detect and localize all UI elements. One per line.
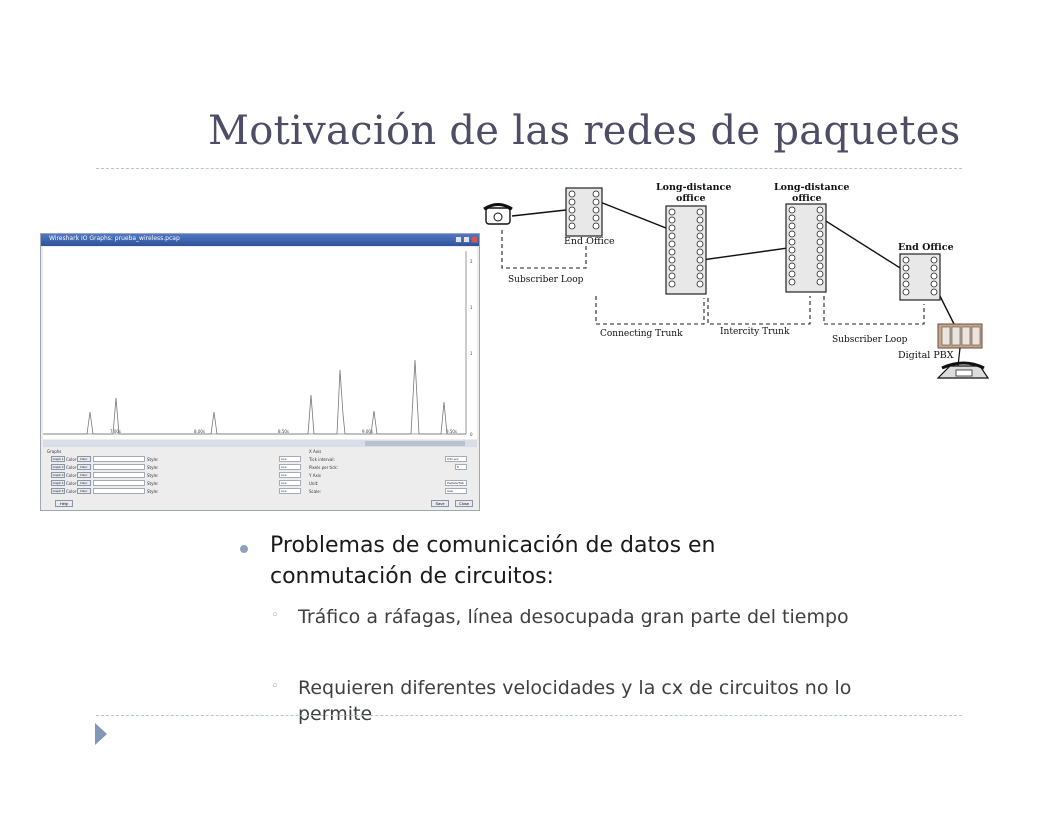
graph-toggle-button[interactable]: Graph 3 <box>52 473 64 477</box>
save-button[interactable]: Save <box>431 500 449 507</box>
sub-bullet-mark-1: ◦ <box>271 608 279 623</box>
long-distance-office-1-line1: Long-distance <box>656 182 732 193</box>
io-graph-plot <box>43 247 477 439</box>
close-button[interactable]: Close <box>455 500 473 507</box>
color-label: Color <box>66 465 77 470</box>
maximize-icon[interactable] <box>463 236 470 243</box>
x-tick-label: 7.00s <box>110 429 121 434</box>
subscriber-loop-1-label: Subscriber Loop <box>508 275 584 285</box>
x-tick-label: 9.50s <box>446 429 457 434</box>
end-office-1-switch <box>566 188 602 236</box>
minimize-icon[interactable] <box>455 236 462 243</box>
tick-interval-label: Tick interval: <box>309 457 335 462</box>
y-tick-label: 1 <box>470 351 473 356</box>
style-label: Style: <box>147 457 159 462</box>
y-tick-label: 0 <box>470 432 473 437</box>
window-title: Wireshark IO Graphs: prueba_wireless.pcap <box>49 235 180 242</box>
y-axis-label: Y Axis <box>309 473 322 478</box>
bullet-dot <box>240 545 248 553</box>
sub-bullet-2: Requieren diferentes velocidades y la cx de circuitos no lo permite <box>298 677 852 725</box>
style-select[interactable]: Line <box>279 456 301 462</box>
style-select[interactable]: Line <box>279 472 301 478</box>
long-distance-office-2-switch <box>786 204 826 292</box>
x-axis-label: X Axis <box>309 449 322 454</box>
telephone-icon <box>484 205 512 225</box>
color-label: Color <box>66 473 77 478</box>
graph-toggle-button[interactable]: Graph 4 <box>52 481 64 485</box>
style-label: Style: <box>147 465 159 470</box>
slide-nav-arrow-icon[interactable] <box>95 723 107 745</box>
filter-button[interactable]: Filter: <box>77 472 91 478</box>
intercity-trunk-label: Intercity Trunk <box>720 327 790 337</box>
telephone-network-diagram <box>480 172 1010 407</box>
style-label: Style: <box>147 489 159 494</box>
pixels-per-tick-select[interactable]: 5 <box>455 464 467 470</box>
window-titlebar <box>41 234 479 246</box>
x-tick-label: 9.00s <box>362 429 373 434</box>
style-select[interactable]: Line <box>279 464 301 470</box>
filter-input[interactable] <box>93 464 145 470</box>
digital-pbx-label: Digital PBX <box>898 350 954 361</box>
y-tick-label: 1 <box>470 305 473 310</box>
sub-bullet-mark-2: ◦ <box>271 679 279 694</box>
pixels-per-tick-label: Pixels per tick: <box>309 465 339 470</box>
filter-input[interactable] <box>93 480 145 486</box>
filter-input[interactable] <box>93 472 145 478</box>
x-tick-label: 8.50s <box>278 429 289 434</box>
long-distance-office-2-line2: office <box>792 193 822 204</box>
long-distance-office-1-switch <box>666 206 706 294</box>
long-distance-office-1-line2: office <box>676 193 706 204</box>
pbx-cabinet-icon <box>938 324 982 348</box>
desk-phone-icon <box>938 363 988 378</box>
graph-settings-panel <box>43 448 477 510</box>
style-label: Style: <box>147 473 159 478</box>
connecting-trunk-label: Connecting Trunk <box>600 329 683 339</box>
scale-label: Scale: <box>309 489 322 494</box>
filter-button[interactable]: Filter: <box>77 488 91 494</box>
graph-toggle-button[interactable]: Graph 5 <box>52 489 64 493</box>
wireshark-io-graph-window <box>40 233 480 511</box>
filter-input[interactable] <box>93 456 145 462</box>
color-label: Color <box>66 489 77 494</box>
footer-divider <box>96 715 962 716</box>
style-select[interactable]: Line <box>279 488 301 494</box>
sub-bullet-1: Tráfico a ráfagas, línea desocupada gran parte del tiempo <box>298 606 849 628</box>
graph-toggle-button[interactable]: Graph 1 <box>52 457 64 461</box>
unit-label: Unit: <box>309 481 319 486</box>
graph-toggle-button[interactable]: Graph 2 <box>52 465 64 469</box>
subscriber-loop-2-label: Subscriber Loop <box>832 335 908 345</box>
filter-button[interactable]: Filter: <box>77 456 91 462</box>
x-tick-label: 8.00s <box>194 429 205 434</box>
color-label: Color <box>66 457 77 462</box>
style-select[interactable]: Line <box>279 480 301 486</box>
graphs-label: Graphs <box>47 449 62 454</box>
filter-button[interactable]: Filter: <box>77 480 91 486</box>
filter-button[interactable]: Filter: <box>77 464 91 470</box>
long-distance-office-2-line1: Long-distance <box>774 182 850 193</box>
end-office-2-switch <box>900 254 940 300</box>
scrollbar-thumb[interactable] <box>365 441 465 446</box>
title-divider <box>96 168 962 169</box>
tick-interval-select[interactable]: 0.01 sec <box>445 456 467 462</box>
main-bullet-text: Problemas de comunicación de datos en conmutación de circuitos: <box>270 533 716 589</box>
close-icon[interactable] <box>471 236 478 243</box>
horizontal-scrollbar[interactable] <box>43 440 477 447</box>
unit-select[interactable]: Packets/Tick <box>445 480 467 486</box>
scale-select[interactable]: Auto <box>445 488 467 494</box>
graph-1-line <box>43 360 466 434</box>
y-tick-label: 2 <box>470 259 473 264</box>
end-office-2-label: End Office <box>898 242 954 253</box>
slide-title: Motivación de las redes de paquetes <box>208 108 961 154</box>
help-button[interactable]: Help <box>55 500 73 507</box>
style-label: Style: <box>147 481 159 486</box>
end-office-1-label: End Office <box>564 236 615 247</box>
color-label: Color <box>66 481 77 486</box>
filter-input[interactable] <box>93 488 145 494</box>
